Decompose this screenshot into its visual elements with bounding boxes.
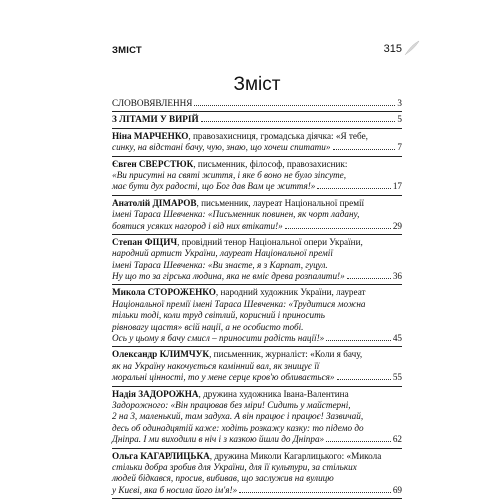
toc-entry-page: 62 — [392, 434, 402, 445]
entry-text: людей бідкався, просив, вибивав, що заслужив на вулицю — [112, 473, 334, 484]
divider — [112, 128, 402, 129]
toc-entry-line — [112, 485, 402, 496]
entry-text: , дружина художника Івана-Валентина — [198, 388, 349, 399]
toc-entry-line — [112, 333, 402, 344]
table-of-contents — [112, 98, 402, 501]
entry-text: десь об одинадцятій каже: ходіть розкажу казку: то підемо до — [112, 422, 364, 433]
entry-text: народний артист України, лауреат Національної премії — [112, 248, 333, 259]
toc-entry-line — [112, 423, 402, 434]
author-first-name: Степан — [112, 236, 143, 247]
toc-entry[interactable] — [112, 237, 402, 283]
author-first-name: Олександр — [112, 349, 158, 360]
toc-entry-line — [112, 411, 402, 422]
entry-text: Національної премії імені Тараса Шевченка: «Трудитися можна — [112, 298, 366, 309]
page-title: Зміст — [233, 74, 281, 95]
dot-leader — [194, 105, 395, 106]
author-last-name: ДІМАРОВ — [152, 197, 197, 208]
toc-entry[interactable] — [112, 198, 402, 232]
entry-text: «Ви присутні на святі життя, і яке б воно не було зіпсуте, — [112, 169, 347, 180]
author-last-name: МАРЧЕНКО — [133, 130, 189, 141]
author-last-name: КЛИМЧУК — [159, 349, 210, 360]
entry-text: стільки добра зробив для України, для її культури, за стільких — [112, 461, 357, 472]
entry-text: Ось у цьому я бачу смисл – приносити радість нації!» — [112, 333, 325, 344]
dot-leader — [317, 188, 390, 189]
toc-entry-page: 55 — [392, 372, 402, 383]
entry-text: як на Україну накочується камінний вал, як знищує її — [112, 360, 320, 371]
divider — [112, 346, 402, 347]
author-last-name: ЗАДОРОЖНА — [138, 388, 199, 399]
toc-entry-line — [112, 237, 402, 248]
author-first-name: Микола — [112, 287, 146, 298]
toc-entry-line — [112, 198, 402, 209]
toc-entry[interactable] — [112, 451, 402, 497]
toc-entry-page: 17 — [392, 181, 402, 192]
toc-entry[interactable] — [112, 131, 402, 154]
toc-entry-line — [112, 131, 402, 142]
toc-entry-line — [112, 322, 402, 333]
dot-leader — [347, 278, 391, 279]
author-first-name: Ольга — [112, 450, 138, 461]
toc-entry-line — [112, 400, 402, 411]
author-last-name: СВЕРСТЮК — [138, 158, 194, 169]
toc-entry[interactable] — [112, 389, 402, 446]
divider — [112, 195, 402, 196]
toc-entry-page: 29 — [392, 220, 402, 231]
entry-text: Задорожного: «Він працював без міри! Сидить у майстерні, — [112, 399, 351, 410]
author-first-name: Надія — [112, 388, 136, 399]
toc-section-label: З ЛІТАМИ У ВИРІЙ — [112, 114, 199, 125]
toc-entry-page: 69 — [392, 484, 402, 495]
divider — [112, 284, 402, 285]
toc-entry-line — [112, 142, 402, 153]
toc-entry-line — [112, 451, 402, 462]
toc-entry-line — [112, 221, 402, 232]
running-head-title: ЗМІСТ — [112, 45, 142, 56]
toc-entry[interactable] — [112, 287, 402, 344]
divider — [112, 386, 402, 387]
author-last-name: КАГАРЛИЦЬКА — [140, 450, 210, 461]
feather-icon — [403, 39, 421, 57]
dot-leader — [337, 379, 391, 380]
author-first-name: Євген — [112, 158, 137, 169]
toc-section-page: 5 — [397, 114, 402, 125]
divider — [112, 156, 402, 157]
toc-entry-page: 7 — [397, 142, 402, 153]
toc-entry-line — [112, 248, 402, 259]
entry-text: боятися усяких нагород і від них втікати!» — [112, 220, 283, 231]
entry-text: імені Тараса Шевченка: «Ви знаєте, я з Карпат, гуцул. — [112, 259, 328, 270]
toc-entry[interactable] — [112, 349, 402, 383]
entry-text: має бути дух радості, що Бог дав Вам це життя!» — [112, 181, 316, 192]
toc-entry-line — [112, 473, 402, 484]
entry-text: моральні цінності, то у мене серце кров'ю обливається» — [112, 372, 335, 383]
toc-section[interactable] — [112, 114, 402, 125]
dot-leader — [333, 149, 396, 150]
author-last-name: ФІЦИЧ — [144, 236, 178, 247]
running-head — [112, 45, 402, 61]
toc-entry-page: 45 — [392, 333, 402, 344]
toc-entry-line — [112, 209, 402, 220]
dot-leader — [201, 121, 396, 122]
entry-text: , письменник, журналіст: «Коли я бачу, — [209, 349, 363, 360]
author-first-name: Анатолій — [112, 197, 151, 208]
toc-entry-line — [112, 159, 402, 170]
toc-entry-line — [112, 361, 402, 372]
entry-text: Ну що то за гірська людина, яка не вміє древа розпалити!» — [112, 271, 345, 282]
toc-entry-line — [112, 389, 402, 400]
toc-entry-page: 36 — [392, 271, 402, 282]
entry-text: Дніпра. І ми виходили в ніч і з казкою йшли до Дніпра» — [112, 434, 325, 445]
entry-text: тільки тоді, коли труд світлий, корисний і приносить — [112, 310, 325, 321]
dot-leader — [326, 340, 391, 341]
toc-entry-line — [112, 462, 402, 473]
toc-entry-line — [112, 271, 402, 282]
author-last-name: СТОРОЖЕНКО — [147, 287, 216, 298]
toc-entry-line — [112, 349, 402, 360]
entry-text: , дружина Миколи Кагарлицького: «Микола — [209, 450, 382, 461]
entry-text: рівновагу щастя» всій нації, а не особисто тобі. — [112, 321, 304, 332]
toc-entry-line — [112, 434, 402, 445]
entry-text: імені Тараса Шевченка: «Письменник повинен, як чорт ладану, — [112, 209, 360, 220]
entry-text: синку, на відстані бачу, чую, знаю, що хочеш спитати» — [112, 142, 331, 153]
toc-intro-page: 3 — [397, 98, 402, 108]
entry-text: , письменник, філософ, правозахисник: — [193, 158, 348, 169]
divider — [112, 498, 402, 499]
divider — [112, 111, 402, 112]
toc-entry-line — [112, 260, 402, 271]
entry-text: , народний художник України, лауреат — [215, 287, 366, 298]
entry-text: 2 на 3, маленький, там задуха. А він працює і працює! Зазвичай, — [112, 411, 364, 422]
entry-text: , письменник, лауреат Національної премії — [196, 197, 365, 208]
toc-entries — [112, 131, 402, 499]
page-number: 315 — [383, 43, 402, 55]
toc-intro-label: СЛОВОВЯВЛЕННЯ — [112, 98, 193, 108]
entry-text: , правозахисниця, громадська діячка: «Я тебе, — [188, 130, 368, 141]
toc-entry-line — [112, 181, 402, 192]
entry-text: у Києві, яка б носила його ім'я!» — [112, 484, 238, 495]
dot-leader — [239, 492, 391, 493]
toc-entry-line — [112, 372, 402, 383]
toc-entry-line — [112, 299, 402, 310]
dot-leader — [326, 441, 391, 442]
toc-entry[interactable] — [112, 159, 402, 193]
toc-entry-line — [112, 310, 402, 321]
divider — [112, 234, 402, 235]
entry-text: , провідний тенор Національної опери України, — [177, 236, 363, 247]
divider — [112, 448, 402, 449]
author-first-name: Ніна — [112, 130, 132, 141]
dot-leader — [285, 228, 391, 229]
toc-entry-line — [112, 170, 402, 181]
toc-intro[interactable] — [112, 98, 402, 109]
toc-entry-line — [112, 287, 402, 298]
